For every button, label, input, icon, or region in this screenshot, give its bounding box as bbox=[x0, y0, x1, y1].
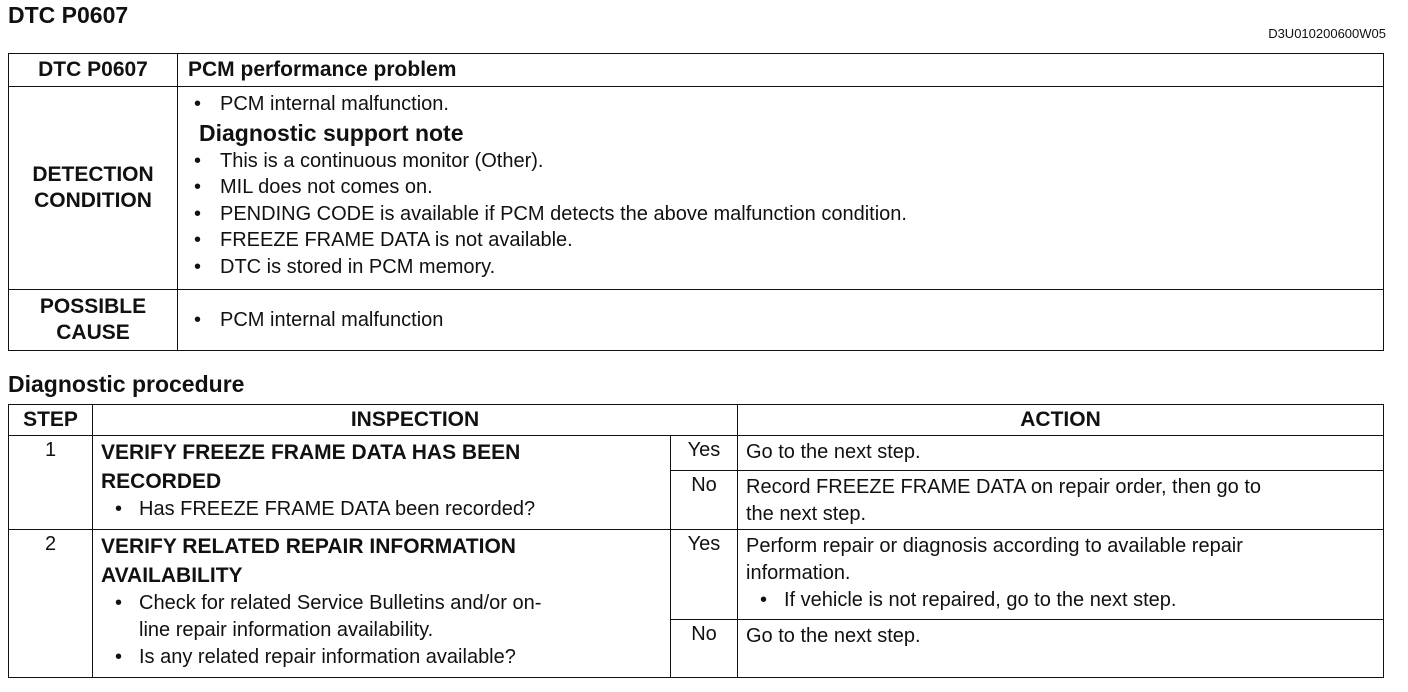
no-label: No bbox=[671, 471, 738, 530]
bullet-icon: • bbox=[194, 229, 202, 251]
bullet-icon: • bbox=[194, 308, 202, 331]
action-header: ACTION bbox=[738, 405, 1384, 436]
support-note-text: MIL does not comes on. bbox=[220, 176, 433, 198]
inspection-title: AVAILABILITY bbox=[101, 564, 243, 587]
detection-condition-label bbox=[9, 87, 178, 290]
bullet-icon: • bbox=[115, 592, 123, 614]
support-note-text: PENDING CODE is available if PCM detects the above malfunction condition. bbox=[220, 202, 907, 225]
bullet-icon: • bbox=[194, 149, 202, 172]
possible-label-line2: CAUSE bbox=[56, 321, 130, 344]
yes-action-line: information. bbox=[746, 562, 851, 584]
possible-cause-content bbox=[178, 290, 1384, 351]
no-action: Go to the next step. bbox=[738, 620, 1384, 678]
possible-label-line1: POSSIBLE bbox=[39, 295, 147, 318]
support-note-item bbox=[194, 227, 1383, 254]
action-bullet-text: If vehicle is not repaired, go to the next step. bbox=[784, 589, 1177, 611]
bullet-icon: • bbox=[115, 646, 123, 668]
possible-cause-item bbox=[194, 309, 1383, 332]
bullet-icon: • bbox=[194, 176, 202, 198]
no-action bbox=[738, 471, 1384, 530]
inspection-bullet bbox=[101, 644, 664, 671]
yes-action bbox=[738, 530, 1384, 620]
possible-cause-label bbox=[9, 290, 178, 351]
document-id: D3U010200600W05 bbox=[1268, 26, 1386, 41]
possible-cause-row bbox=[9, 290, 1384, 351]
inspection-title: VERIFY FREEZE FRAME DATA HAS BEEN bbox=[101, 441, 521, 464]
support-note-text: FREEZE FRAME DATA is not available. bbox=[220, 229, 573, 251]
inspection-bullet bbox=[101, 590, 664, 644]
support-note-item bbox=[194, 254, 1383, 281]
dtc-info-table bbox=[8, 53, 1384, 351]
detection-bullet-text: PCM internal malfunction. bbox=[220, 93, 449, 115]
step-2-yes-row bbox=[9, 530, 1384, 620]
inspection-header: INSPECTION bbox=[93, 405, 738, 436]
step-1-yes-row bbox=[9, 436, 1384, 471]
yes-label: Yes bbox=[671, 530, 738, 620]
dtc-header-row bbox=[9, 54, 1384, 87]
inspection-title: RECORDED bbox=[101, 470, 222, 493]
bullet-icon: • bbox=[194, 93, 202, 115]
detection-label-line1: DETECTION bbox=[32, 163, 154, 186]
support-note-item bbox=[194, 201, 1383, 228]
yes-label: Yes bbox=[671, 436, 738, 471]
procedure-header-row bbox=[9, 405, 1384, 436]
no-action-line: Record FREEZE FRAME DATA on repair order, then go to bbox=[746, 476, 1262, 498]
support-note-item bbox=[194, 148, 1383, 175]
page-title: DTC P0607 bbox=[8, 2, 129, 28]
detection-label-line2: CONDITION bbox=[34, 189, 152, 212]
step-1-inspection bbox=[93, 436, 671, 530]
dtc-description-cell: PCM performance problem bbox=[178, 54, 1384, 87]
yes-action-line: Perform repair or diagnosis according to available repair bbox=[746, 535, 1243, 557]
support-note-item bbox=[194, 174, 1383, 201]
support-note-text: This is a continuous monitor (Other). bbox=[220, 149, 544, 172]
detection-bullet bbox=[194, 91, 1383, 118]
no-label: No bbox=[671, 620, 738, 678]
step-2-inspection bbox=[93, 530, 671, 678]
procedure-title: Diagnostic procedure bbox=[8, 371, 245, 397]
support-note-heading: Diagnostic support note bbox=[199, 119, 464, 146]
bullet-icon: • bbox=[760, 589, 768, 611]
inspection-bullet bbox=[101, 496, 664, 523]
dtc-code-cell: DTC P0607 bbox=[9, 54, 178, 87]
detection-condition-content bbox=[178, 87, 1384, 290]
bullet-icon: • bbox=[194, 202, 202, 225]
inspection-bullet-text: Has FREEZE FRAME DATA been recorded? bbox=[139, 498, 536, 520]
action-bullet bbox=[746, 587, 1375, 614]
support-note-text: DTC is stored in PCM memory. bbox=[220, 255, 496, 278]
inspection-bullet-text: Is any related repair information available? bbox=[139, 646, 516, 668]
bullet-icon: • bbox=[115, 498, 123, 520]
detection-condition-row bbox=[9, 87, 1384, 290]
no-action-line: the next step. bbox=[746, 503, 867, 525]
inspection-bullet-text: line repair information availability. bbox=[139, 619, 434, 641]
step-number: 2 bbox=[9, 530, 93, 678]
step-header: STEP bbox=[9, 405, 93, 436]
step-number: 1 bbox=[9, 436, 93, 530]
procedure-table bbox=[8, 404, 1384, 678]
inspection-bullet-text: Check for related Service Bulletins and/or on- bbox=[139, 592, 542, 614]
yes-action: Go to the next step. bbox=[738, 436, 1384, 471]
bullet-icon: • bbox=[194, 255, 202, 278]
inspection-title: VERIFY RELATED REPAIR INFORMATION bbox=[101, 535, 516, 558]
possible-cause-text: PCM internal malfunction bbox=[220, 308, 444, 331]
